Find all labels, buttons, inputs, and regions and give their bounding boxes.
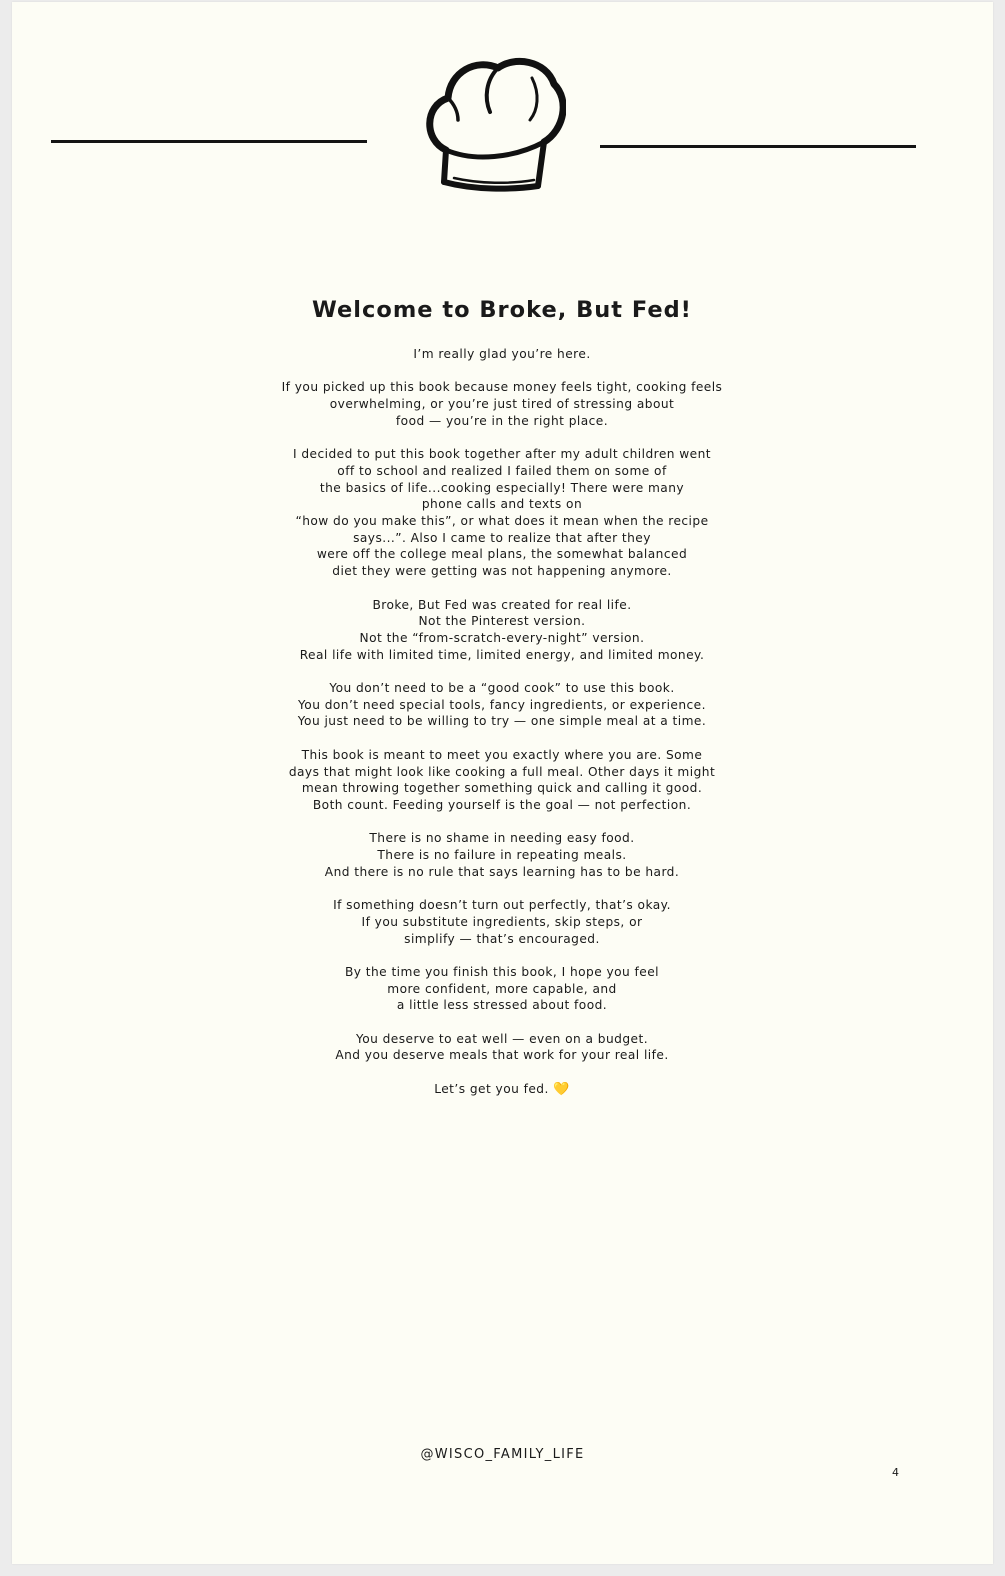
closing-line (202, 1081, 802, 1099)
text-line: You just need to be willing to try — one simple meal at a time. (297, 714, 707, 729)
page-title: Welcome to Broke, But Fed! (312, 297, 692, 323)
text-line: There is no failure in repeating meals. (377, 848, 627, 862)
text-line: Broke, But Fed was created for real life. (372, 597, 632, 612)
text-line: food — you’re in the right place. (395, 413, 609, 428)
text-line: off to school and realized I failed them on some of (337, 463, 667, 478)
text-line: You deserve to eat well — even on a budget. (355, 1031, 649, 1046)
yellow-heart-icon: 💛 (553, 1081, 570, 1097)
paragraph-closing (202, 1081, 802, 1099)
paragraph-meet-you (202, 747, 802, 814)
text-line: days that might look like cooking a full meal. Other days it might (288, 764, 716, 779)
paragraph-story (202, 446, 802, 580)
text-line: a little less stressed about food. (396, 998, 608, 1013)
header-rule-right (600, 145, 916, 148)
text-line: This book is meant to meet you exactly where you are. Some (301, 747, 703, 762)
text-line: “how do you make this”, or what does it mean when the recipe (295, 514, 709, 528)
closing-text: Let’s get you fed. (434, 1081, 549, 1096)
text-line: I’m really glad you’re here. (413, 347, 591, 361)
paragraph-okay (202, 897, 802, 947)
social-handle: @WISCO_FAMILY_LIFE (420, 1447, 585, 1462)
paragraph-real-life (202, 597, 802, 664)
text-line: diet they were getting was not happening anymore. (332, 564, 672, 579)
text-line: more confident, more capable, and (387, 981, 617, 996)
text-line: And there is no rule that says learning has to be hard. (324, 864, 680, 879)
page-number: 4 (892, 1466, 899, 1479)
letter-body (202, 294, 802, 1115)
text-line: You don’t need to be a “good cook” to use this book. (329, 681, 675, 695)
text-line: mean throwing together something quick and calling it good. (301, 781, 703, 796)
text-line: were off the college meal plans, the somewhat balanced (316, 547, 688, 562)
text-line: If you substitute ingredients, skip steps, or (361, 914, 643, 929)
page (12, 2, 993, 1564)
paragraph-deserve (202, 1031, 802, 1064)
text-line: the basics of life...cooking especially! There were many (319, 480, 685, 495)
text-line: Not the “from-scratch-every-night” version. (359, 630, 645, 645)
text-line: says...”. Also I came to realize that after they (353, 530, 651, 545)
text-line: I decided to put this book together after my adult children went (292, 447, 712, 462)
text-line: phone calls and texts on (421, 497, 583, 512)
text-line: Not the Pinterest version. (418, 614, 586, 629)
text-line: There is no shame in needing easy food. (369, 831, 635, 846)
text-line: If you picked up this book because money feels tight, cooking feels (281, 380, 723, 395)
text-line: simplify — that’s encouraged. (404, 931, 600, 946)
text-line: Both count. Feeding yourself is the goal — not perfection. (312, 797, 692, 812)
text-line: You don’t need special tools, fancy ingredients, or experience. (298, 697, 706, 712)
chef-hat-icon (414, 54, 566, 196)
paragraph-intro (202, 379, 802, 429)
paragraph-greeting (202, 346, 802, 363)
paragraph-no-need (202, 680, 802, 730)
text-line: If something doesn’t turn out perfectly, that’s okay. (333, 898, 671, 913)
text-line: And you deserve meals that work for your real life. (335, 1048, 669, 1063)
text-line: Real life with limited time, limited energy, and limited money. (299, 647, 705, 662)
paragraph-no-shame (202, 830, 802, 880)
text-line: By the time you finish this book, I hope you feel (344, 964, 660, 979)
paragraph-hope (202, 964, 802, 1014)
text-line: overwhelming, or you’re just tired of stressing about (329, 397, 675, 412)
header-rule-left (51, 140, 367, 143)
